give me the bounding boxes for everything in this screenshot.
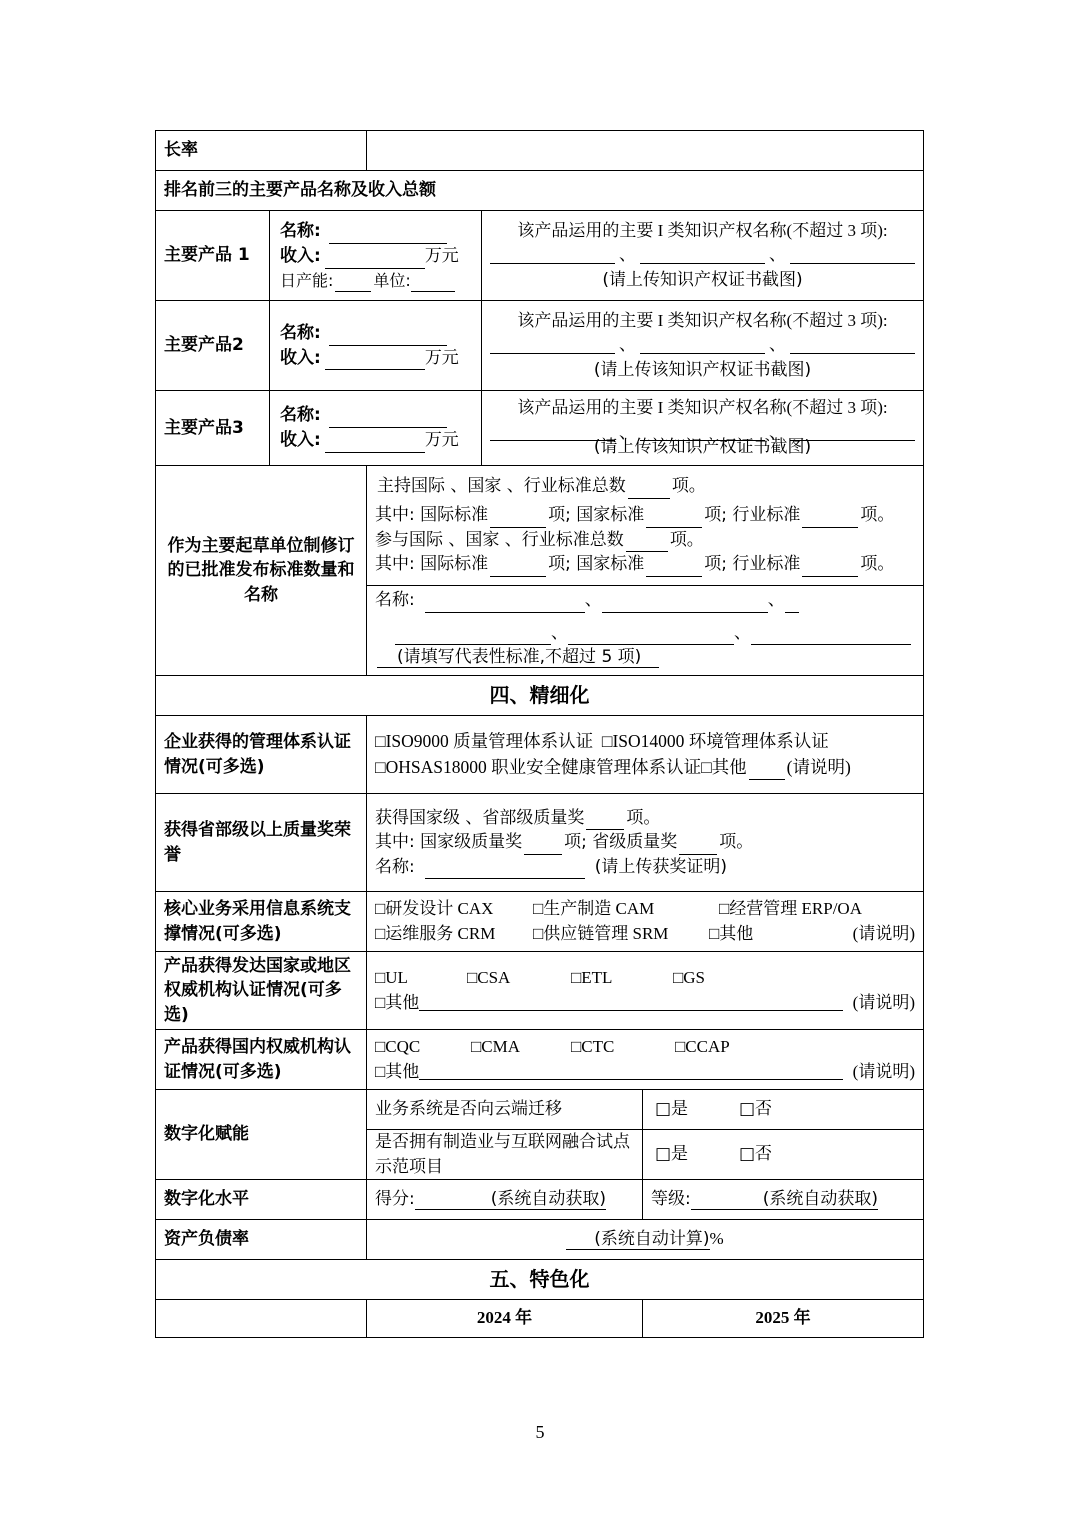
- info-systems-label: 核心业务采用信息系统支撑情况(可多选): [156, 892, 367, 952]
- domestic-cert-label: 产品获得国内权威机构认证情况(可多选): [156, 1030, 367, 1090]
- ul-checkbox[interactable]: □UL: [375, 967, 408, 987]
- section-four-title: 四、精细化: [156, 676, 924, 716]
- product2-fields[interactable]: 名称: 收入: 万元: [270, 301, 482, 391]
- cam-checkbox[interactable]: □生产制造 CAM: [533, 898, 655, 918]
- mgmt-cert-label: 企业获得的管理体系认证情况(可多选): [156, 716, 367, 794]
- digital-grade-cell: 等级: (系统自动获取): [643, 1180, 924, 1220]
- product1-label: 主要产品 1: [156, 211, 270, 301]
- section-five-title: 五、特色化: [156, 1260, 924, 1300]
- digital-score-cell: 得分: (系统自动获取): [367, 1180, 643, 1220]
- years-blank-cell: [156, 1300, 367, 1338]
- info-other-checkbox[interactable]: □其他: [709, 923, 754, 943]
- quality-award-label: 获得省部级以上质量奖荣誉: [156, 794, 367, 892]
- standards-counts[interactable]: 主持国际 、国家 、行业标准总数 项。 其中: 国际标准 项; 国家标准 项; 行业标准 项。 参与国际 、国家 、行业标准总数 项。 其中: 国际标准 项; 国家标准 项; 行业标准 项。: [367, 466, 924, 586]
- growth-rate-value-cell[interactable]: [367, 131, 924, 171]
- application-form-table: [155, 130, 924, 1338]
- etl-checkbox[interactable]: □ETL: [571, 967, 613, 987]
- cma-checkbox[interactable]: □CMA: [471, 1036, 520, 1056]
- info-systems-options[interactable]: □研发设计 CAX □生产制造 CAM □经营管理 ERP/OA □运维服务 CRM □供应链管理 SRM □其他 (请说明): [367, 892, 924, 952]
- erp-checkbox[interactable]: □经营管理 ERP/OA: [719, 898, 862, 918]
- foreign-other-checkbox[interactable]: □其他: [375, 992, 420, 1012]
- product1-ip-cell[interactable]: 该产品运用的主要 I 类知识产权名称(不超过 3 项): 、 、 (请上传知识产权证书截图): [482, 211, 924, 301]
- pilot-yes-checkbox[interactable]: □是: [655, 1144, 689, 1165]
- ohsas18000-checkbox[interactable]: □OHSAS18000 职业安全健康管理体系认证: [375, 756, 702, 777]
- year-2024-header: 2024 年: [367, 1300, 643, 1338]
- standards-names[interactable]: 名称: 、 、 、 、 (请填写代表性标准,不超过 5 项): [367, 586, 924, 676]
- product1-fields[interactable]: 名称: 收入: 万元 日产能: 单位:: [270, 211, 482, 301]
- csa-checkbox[interactable]: □CSA: [467, 967, 511, 987]
- foreign-cert-options[interactable]: □UL □CSA □ETL □GS □其他 (请说明): [367, 952, 924, 1030]
- cax-checkbox[interactable]: □研发设计 CAX: [375, 898, 494, 918]
- pilot-project-question: 是否拥有制造业与互联网融合试点示范项目: [367, 1130, 643, 1180]
- growth-rate-label: 长率: [156, 131, 367, 171]
- quality-award-fields[interactable]: 获得国家级 、省部级质量奖 项。 其中: 国家级质量奖 项; 省级质量奖 项。 名称: (请上传获奖证明): [367, 794, 924, 892]
- domestic-cert-options[interactable]: □CQC □CMA □CTC □CCAP □其他 (请说明): [367, 1030, 924, 1090]
- pilot-no-checkbox[interactable]: □否: [739, 1144, 773, 1165]
- srm-checkbox[interactable]: □供应链管理 SRM: [533, 923, 669, 943]
- ccap-checkbox[interactable]: □CCAP: [675, 1036, 730, 1056]
- digital-level-label: 数字化水平: [156, 1180, 367, 1220]
- cqc-checkbox[interactable]: □CQC: [375, 1036, 421, 1056]
- product3-ip-cell[interactable]: 该产品运用的主要 I 类知识产权名称(不超过 3 项): 、 、 (请上传该知识产权证书截图): [482, 391, 924, 466]
- mgmt-other-checkbox[interactable]: □其他: [701, 756, 747, 777]
- cloud-yes-checkbox[interactable]: □是: [655, 1099, 689, 1120]
- ctc-checkbox[interactable]: □CTC: [571, 1036, 615, 1056]
- cloud-migration-options[interactable]: [643, 1090, 924, 1130]
- top3-products-header: 排名前三的主要产品名称及收入总额: [156, 171, 924, 211]
- digital-empower-label: 数字化赋能: [156, 1090, 367, 1180]
- page-number: 5: [535, 1422, 545, 1442]
- domestic-other-checkbox[interactable]: □其他: [375, 1061, 420, 1081]
- product2-ip-cell[interactable]: 该产品运用的主要 I 类知识产权名称(不超过 3 项): 、 、 (请上传该知识产权证书截图): [482, 301, 924, 391]
- gs-checkbox[interactable]: □GS: [673, 967, 705, 987]
- cloud-migration-question: 业务系统是否向云端迁移: [367, 1090, 643, 1130]
- crm-checkbox[interactable]: □运维服务 CRM: [375, 923, 496, 943]
- standards-label: 作为主要起草单位制修订的已批准发布标准数量和名称: [156, 466, 367, 676]
- product3-fields[interactable]: 名称: 收入: 万元: [270, 391, 482, 466]
- iso14000-checkbox[interactable]: □ISO14000 环境管理体系认证: [601, 731, 829, 752]
- cloud-no-checkbox[interactable]: □否: [739, 1099, 773, 1120]
- year-2025-header: 2025 年: [643, 1300, 924, 1338]
- debt-ratio-cell: (系统自动计算)%: [367, 1220, 924, 1260]
- foreign-cert-label: 产品获得发达国家或地区权威机构认证情况(可多选): [156, 952, 367, 1030]
- product3-label: 主要产品3: [156, 391, 270, 466]
- pilot-project-options[interactable]: [643, 1130, 924, 1180]
- product2-label: 主要产品2: [156, 301, 270, 391]
- iso9000-checkbox[interactable]: □ISO9000 质量管理体系认证: [375, 731, 594, 752]
- debt-ratio-label: 资产负债率: [156, 1220, 367, 1260]
- mgmt-cert-options[interactable]: □ISO9000 质量管理体系认证 □ISO14000 环境管理体系认证 □OHSAS18000 职业安全健康管理体系认证 □其他 (请说明): [367, 716, 924, 794]
